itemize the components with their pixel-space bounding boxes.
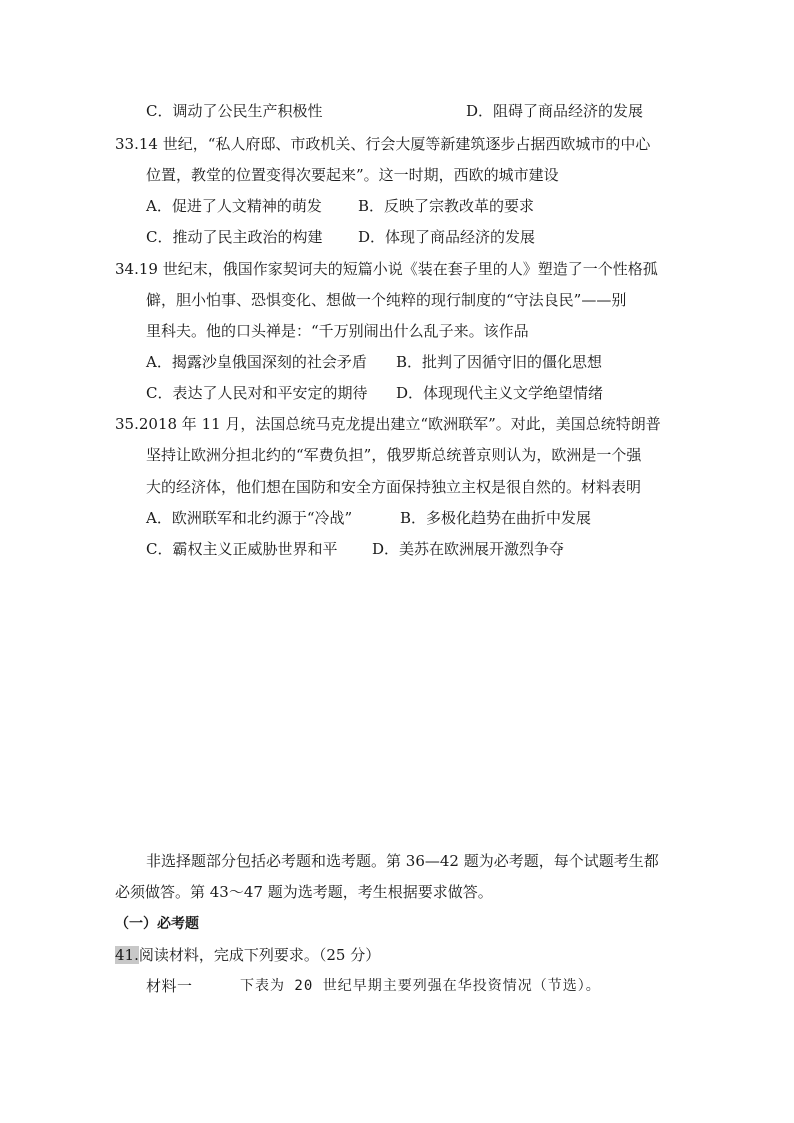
- q32-option-d: D．阻碍了商品经济的发展: [466, 102, 644, 120]
- q35-stem-line-1: 35.2018 年 11 月，法国总统马克龙提出建立“欧洲联军”。对此，美国总统特朗普: [115, 415, 661, 433]
- q35-stem-line-3: 大的经济体，他们想在国防和安全方面保持独立主权是很自然的。材料表明: [146, 478, 642, 496]
- non-choice-intro-line-1: 非选择题部分包括必考题和选考题。第 36—42 题为必考题，每个试题考生都: [146, 852, 659, 870]
- q35-option-b: B．多极化趋势在曲折中发展: [400, 509, 592, 527]
- q34-option-c: C．表达了人民对和平安定的期待: [146, 384, 368, 402]
- q35-option-c: C．霸权主义正威胁世界和平: [146, 540, 338, 558]
- q34-option-a: A．揭露沙皇俄国深刻的社会矛盾: [146, 353, 367, 371]
- q41-material-label: 材料一: [146, 977, 193, 995]
- q32-option-c: C．调动了公民生产积极性: [146, 102, 323, 120]
- q34-option-d: D．体现现代主义文学绝望情绪: [396, 384, 604, 402]
- q34-stem-line-3: 里科夫。他的口头禅是：“千万别闹出什么乱子来。该作品: [146, 322, 529, 340]
- q41-material-text: 下表为 20 世纪早期主要列强在华投资情况（节选）。: [240, 978, 601, 994]
- q33-option-c: C．推动了民主政治的构建: [146, 228, 323, 246]
- q33-stem-line-2: 位置，教堂的位置变得次要起来”。这一时期，西欧的城市建设: [146, 166, 559, 184]
- q41-text: 阅读材料，完成下列要求。（25 分）: [138, 946, 381, 964]
- q41-number: 41.: [115, 946, 139, 964]
- q35-stem-line-2: 坚持让欧洲分担北约的“军费负担”，俄罗斯总统普京则认为，欧洲是一个强: [146, 446, 642, 464]
- section-heading-required: （一）必考题: [115, 916, 199, 932]
- q33-stem-line-1: 33.14 世纪，“私人府邸、市政机关、行会大厦等新建筑逐步占据西欧城市的中心: [115, 135, 651, 153]
- non-choice-intro-line-2: 必须做答。第 43～47 题为选考题，考生根据要求做答。: [115, 883, 493, 901]
- q34-stem-line-2: 僻，胆小怕事、恐惧变化、想做一个纯粹的现行制度的“守法良民”——别: [146, 291, 627, 309]
- q34-option-b: B．批判了因循守旧的僵化思想: [396, 353, 603, 371]
- q35-option-a: A．欧洲联军和北约源于“冷战”: [146, 509, 353, 527]
- q35-option-d: D．美苏在欧洲展开激烈争夺: [372, 540, 565, 558]
- q33-option-d: D．体现了商品经济的发展: [358, 228, 536, 246]
- q33-option-b: B．反映了宗教改革的要求: [358, 197, 535, 215]
- q33-option-a: A．促进了人文精神的萌发: [146, 197, 322, 215]
- q41-stem: [115, 945, 380, 965]
- q34-stem-line-1: 34.19 世纪末，俄国作家契诃夫的短篇小说《装在套子里的人》塑造了一个性格孤: [115, 260, 658, 278]
